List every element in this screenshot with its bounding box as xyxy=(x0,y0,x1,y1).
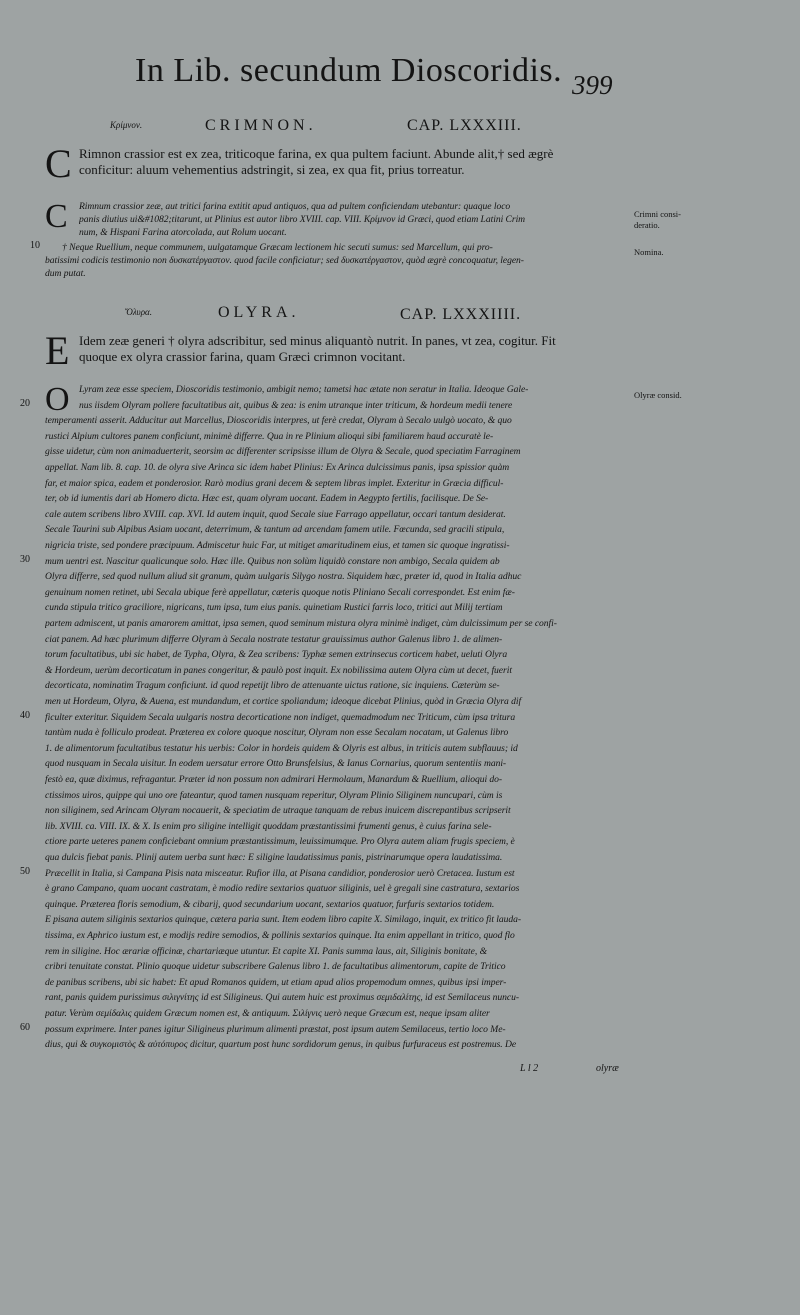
chapter1-commentary xyxy=(45,200,627,285)
margin-note-line: deratio. xyxy=(634,220,660,230)
text-line: Idem zeæ generi † olyra adscribitur, sed minus aliquantò nutrit. In panes, vt zea, cogitur. Fit xyxy=(79,333,556,348)
margin-note-nomina xyxy=(634,247,754,258)
commentary-line: torum facultatibus, ubi sic habet, de Typha, Olyra, & Zea scribens: Typhæ semen extrinsecus corticem habet, ueluti Olyra xyxy=(45,649,508,661)
commentary-line: ctiore parte ueteres panem conficiebant omnium præstantissimum, leuissimumque. Pro Olyra autem aliam frugis speciem, è xyxy=(45,836,515,848)
signature-mark: L l 2 xyxy=(520,1063,539,1074)
commentary-line: Olyra differre, sed quod nullum aliud sit granum, quàm uulgaris Silygo nostra. Siquidem hæc, præter id, quod in Italia adhuc xyxy=(45,571,522,583)
commentary-line: decorticata, nominatim Tragum conficiunt. id quod repetijt libro de attenuante uictus ratione, sic inquiens. Cæterùm se- xyxy=(45,680,500,692)
commentary-line: è grano Campano, quam uocant castratam, è modio redire sextarios quatuor siliginis, uel è gregali sine castratura, sextarios xyxy=(45,883,520,895)
chapter2-text xyxy=(45,328,627,373)
catchword: olyræ xyxy=(596,1063,619,1074)
margin-note-crimni xyxy=(634,209,754,231)
chapter2-greek-name: Ὄλυρα. xyxy=(125,307,152,317)
commentary-line: patur. Verùm σεμίδαλις quidem Græcum nomen est, & antiquum. Σιλίγνις uerò neque Græcum est, neque ipsam aliter xyxy=(45,1008,490,1019)
drop-cap-c: C xyxy=(45,141,72,186)
commentary-line: ficulter exteritur. Siquidem Secala uulgaris nostra decorticatione non indiget, quemadmodum nec Triticum, cùm ipsa tritura xyxy=(45,711,516,723)
margin-note-line: Nomina. xyxy=(634,247,664,257)
commentary-line: men ut Hordeum, Olyra, & Auena, est mundandum, et cortice spoliandum; ideoque dicebat Plinius, quòd in Græcia Olyra dif xyxy=(45,696,522,707)
chapter1-text xyxy=(45,141,627,186)
commentary-line: temperamenti asserit. Adducitur aut Marcellus, Dioscoridis interpres, ut ferè credat, Olyram à Secalo uulgò uocato, & quo xyxy=(45,415,512,427)
drop-cap-o: O xyxy=(45,381,70,418)
commentary-line: nigricia triste, sed pondere præcipuum. Admiscetur huic Far, ut mitiget amaritudinem eius, et tamen sic quoque ingratissi- xyxy=(45,540,510,551)
commentary-line: cribri tenuitate constat. Plinio quoque uidetur subscribere Galenus libro 1. de facultatibus alimentorum, capite de Tritico xyxy=(45,961,506,973)
line-number: 20 xyxy=(20,398,30,409)
commentary-line: & Hordeum, uerùm decorticatum in panes congeritur, & paulò post inquit. Ex nobilissima autem Olyra cùm ut decet, fuerit xyxy=(45,664,512,676)
page-number: 399 xyxy=(572,70,613,100)
margin-note-line: Crimni consi- xyxy=(634,209,681,219)
commentary-line: festò ea, quæ diximus, refragantur. Præter id non possum non admirari Hermolaum, Manardum & Ruellium, alioqui do- xyxy=(45,774,503,785)
commentary-line: partem admiscent, ut panis amarorem amittat, ipsa semen, quod seminum mistura olyra minimè indiget, cùm dulcissimum per se confi- xyxy=(45,618,557,629)
chapter2-number: CAP. LXXXIIII. xyxy=(400,306,522,323)
commentary-line: panis diutius ui&#1082;titarunt, ut Plinius est autor libro XVIII. cap. VIII. Κρίμνον id Græci, quod etiam Latini Crim xyxy=(79,214,526,225)
commentary-line: appellat. Nam lib. 8. cap. 10. de olyra sive Arinca sic idem habet Plinius: Ex Arinca dulcissimus panis, ipsa spissior quàm xyxy=(45,462,510,473)
line-number: 40 xyxy=(20,710,30,721)
commentary-line: quinque. Præterea floris semodium, & cibarij, quod secundarium uocant, sextarios quatuor, furfuris sextarios totidem. xyxy=(45,898,495,910)
commentary-line: qua dulcis fiebat panis. Plinij autem uerba sunt hæc: E siligine laudatissimus panis, pistrinarumque opera laudatissima. xyxy=(45,852,503,863)
running-head: In Lib. secundum Dioscoridis. xyxy=(135,52,563,89)
line-number: 30 xyxy=(20,554,30,565)
commentary-line: quod nusquam in Secala uisitur. In eodem uersatur errore Otto Brunsfelsius, & Ianus Cornarius, quorum sententiis mani- xyxy=(45,758,507,770)
commentary-line: dius, qui & συγκομιστὸς & αὐτόπυρος dicitur, quartum post hunc sordidorum genus, in quibus furfuraceus est postremus. De xyxy=(45,1039,517,1051)
commentary-line: rant, panis quidem purissimus σιλιγνίτης id est Siligineus. Qui autem huic est proximus σεμιδαλίτης, id est Semilaceus nuncu- xyxy=(45,992,519,1004)
text-line: Rimnon crassior est ex zea, triticoque farina, ex qua pultem faciunt. Abunde alit,† sed ægrè xyxy=(79,146,554,161)
commentary-line: non siliginem, sed Arincam Olyram nocauerit, & speciatim de utraque tanquam de rebus inuicem discrepantibus scripserit xyxy=(45,805,511,817)
commentary-line: num, & Hispani Farina atorcolada, aut Rolum uocant. xyxy=(79,227,287,238)
commentary-line: Rimnum crassior zeæ, aut tritici farina extitit apud antiquos, qua ad pultem conficiendam utebantur: quaque loco xyxy=(79,201,511,212)
commentary-line: dum putat. xyxy=(45,268,86,279)
commentary-line: cunda stipula tritico graciliore, nigricans, tum ipsa, tum eius panis. quinetiam Rustici farris loco, tritici aut Milij tertiam xyxy=(45,602,503,614)
commentary-line: genuinum nomen retinet, ubi Secala ubique ferè appellatur, cæteris quoque notis Pliniano Secali correspondet. Est enim fæ- xyxy=(45,586,515,598)
commentary-line: Præcellit in Italia, si Campana Pisis nata misceatur. Rufior illa, at Pisana candidior, ponderosior uerò Cretacea. Iustum est xyxy=(45,867,515,879)
commentary-line: rem in siligine. Hoc ærariæ officinæ, chartariæque utuntur. Et capite XI. Panis summa laus, ait, Siliginis bonitate, & xyxy=(45,945,487,957)
commentary-line: lib. XVIII. ca. VIII. IX. & X. Is enim pro siligine intelligit quoddam præstantissimi frumenti genus, è cuius farina sele- xyxy=(45,820,492,832)
line-number: 10 xyxy=(30,240,40,251)
chapter1-number: CAP. LXXXIII. xyxy=(407,117,522,134)
commentary-line: nus iisdem Olyram pollere facultatibus ait, quibus & zea: is enim utranque inter triticum, & hordeum medii tenere xyxy=(79,399,513,411)
commentary-line: tissima, ex Aphrico iustum est, e modijs redire semodios, & pollinis sextarios quinque. Ita enim appellant in tritico, quod flo xyxy=(45,930,515,941)
commentary-line: tantùm nuda è folliculo prodeat. Præterea ex colore quoque noscitur, Olyram non esse Secalam nocatam, ut Galenus libro xyxy=(45,727,509,739)
text-line: quoque ex olyra crassior farina, quam Græci crimnon vocitant. xyxy=(79,349,406,364)
commentary-line: possum exprimere. Inter panes igitur Siligineus plurimum alimenti præstat, post ipsum autem Semilaceus, tertio loco Me- xyxy=(45,1023,506,1035)
line-number: 50 xyxy=(20,866,30,877)
commentary-line: E pisana autem siliginis sextarios quinque, cætera paria sunt. Item eodem libro capite X. Similago, inquit, ex tritico fit lauda- xyxy=(45,914,522,926)
chapter1-greek-name: Κρίμνον. xyxy=(110,120,143,130)
commentary-line: de panibus scribens, ubi sic habet: Et apud Romanos quidem, ut etiam apud alios propemodum omnes, quibus ipsi imper- xyxy=(45,976,507,988)
drop-cap-c: C xyxy=(45,198,68,235)
commentary-line: ctissimos uiros, quippe qui uno ore fateantur, quod tamen nusquam reperitur, Olyram Plinio Siliginem nuncupari, cùm is xyxy=(45,789,503,801)
margin-note-line: Olyræ consid. xyxy=(634,390,682,400)
commentary-line: mum uentri est. Nascitur qualicunque solo. Hæc ille. Quibus non solùm liquidò constare non ambigo, Secala quidem ab xyxy=(45,555,500,567)
commentary-line: ciat panem. Ad hæc plurimum differre Olyram à Secala nostrate testatur grauissimus author Galenus libro 1. de alimen- xyxy=(45,633,503,645)
commentary-line: Lyram zeæ esse speciem, Dioscoridis testimonio, ambigit nemo; tametsi hac ætate non seratur in Italia. Ideoque Gale- xyxy=(79,384,529,395)
text-line: conficitur: aluum vehementius adstringit, si zea, ex qua fit, prius torreatur. xyxy=(79,162,465,177)
chapter1-title: CRIMNON. xyxy=(205,117,317,134)
commentary-line: batissimi codicis testimonio non δυσκατέργαστον. quod facile conficiatur; sed δυσκατέργαστον, quòd ægrè concoquatur, legen- xyxy=(45,255,524,266)
commentary-line: 1. de alimentorum facultatibus testatur his uerbis: Color in hordeis quidem & Olyris est albus, in triticis autem subflauus; id xyxy=(45,742,518,754)
drop-cap-e: E xyxy=(45,328,70,373)
commentary-line: ter, ob id iumentis dari ab Homero dicta. Hæc est, quam olyram uocant. Eadem in Aegypto fertilis, facilisque. De Se- xyxy=(45,493,489,505)
commentary-line: cale autem scribens libro XVIII. cap. XVI. Id autem inquit, quod Secale siue Farrago appellatur, occari tantum desiderat. xyxy=(45,508,506,520)
line-number: 60 xyxy=(20,1022,30,1033)
commentary-line: far, et maior spica, eadem et ponderosior. Rarò modius grani decem & septem libras implet. Exteritur in Græcia difficul- xyxy=(45,477,504,489)
commentary-line: † Neque Ruellium, neque communem, uulgatamque Græcam lectionem hic secuti sumus: sed Marcellum, qui pro- xyxy=(62,242,493,253)
margin-note-olyrae xyxy=(634,390,754,401)
commentary-line: rustici Alpium cultores panem conficiunt, minimè differre. Qua in re Plinium alioqui sibi familiarem haud accuratè le- xyxy=(45,430,494,442)
chapter2-title: OLYRA. xyxy=(218,304,300,321)
commentary-line: Secale Taurini sub Alpibus Asiam uocant, deterrimum, & tantum ad arcendam famem utile. Fœcunda, sed gracili stipula, xyxy=(45,524,505,536)
commentary-line: gisse uidetur, cùm non animaduerterit, seorsim ac differenter scripsisse illum de Olyra & Secale, quod speciatim Farraginem xyxy=(45,446,521,458)
chapter2-commentary xyxy=(45,383,627,1067)
